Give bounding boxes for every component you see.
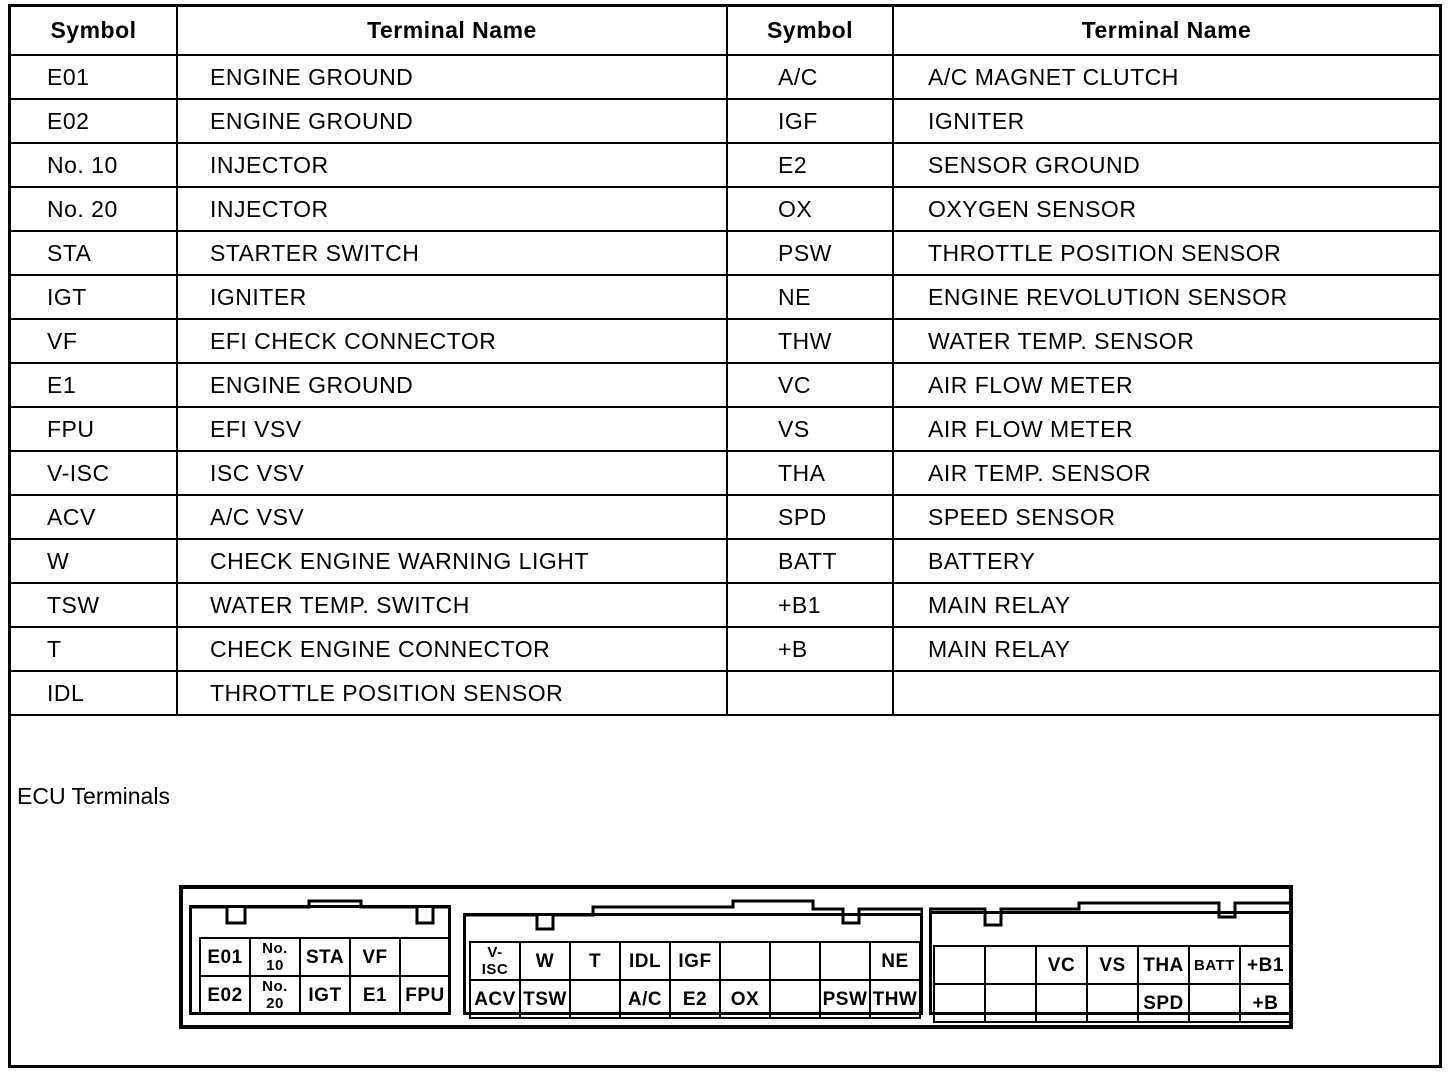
left-symbol-cell: VF: [11, 319, 177, 363]
left-symbol-cell: E01: [11, 55, 177, 99]
connector-pin: ACV: [471, 981, 521, 1019]
left-terminal-name-cell: ENGINE GROUND: [177, 99, 727, 143]
connector-block-1-pins: [199, 937, 451, 1015]
right-symbol-cell: THA: [727, 451, 893, 495]
right-terminal-name-cell: BATTERY: [893, 539, 1439, 583]
connector-pin: VC: [1037, 947, 1088, 985]
right-terminal-name-cell: OXYGEN SENSOR: [893, 187, 1439, 231]
right-terminal-name-cell: MAIN RELAY: [893, 627, 1439, 671]
table-row: [11, 143, 1439, 187]
right-terminal-name-cell: AIR FLOW METER: [893, 407, 1439, 451]
left-terminal-name-cell: ISC VSV: [177, 451, 727, 495]
connector-pin: [401, 939, 451, 977]
left-symbol-cell: No. 20: [11, 187, 177, 231]
left-symbol-cell: IDL: [11, 671, 177, 715]
right-terminal-name-cell: IGNITER: [893, 99, 1439, 143]
connector-pin: [721, 943, 771, 981]
connector-pin: STA: [301, 939, 351, 977]
connector-pin: [935, 947, 986, 985]
connector-pin: THA: [1139, 947, 1190, 985]
connector-pin: [986, 985, 1037, 1023]
connector-pin: IGT: [301, 977, 351, 1015]
right-symbol-cell: PSW: [727, 231, 893, 275]
right-terminal-name-cell: AIR FLOW METER: [893, 363, 1439, 407]
right-terminal-name-cell: A/C MAGNET CLUTCH: [893, 55, 1439, 99]
connector-pin: +B: [1241, 985, 1292, 1023]
connector-pin: IGF: [671, 943, 721, 981]
left-symbol-cell: T: [11, 627, 177, 671]
right-symbol-cell: VS: [727, 407, 893, 451]
terminal-name-header-left: Terminal Name: [177, 7, 727, 55]
right-symbol-cell: [727, 671, 893, 715]
connector-pin: T: [571, 943, 621, 981]
connector-pin: PSW: [821, 981, 871, 1019]
table-row: [11, 451, 1439, 495]
right-symbol-cell: E2: [727, 143, 893, 187]
table-row: [11, 55, 1439, 99]
connector-pin: [1190, 985, 1241, 1023]
right-symbol-cell: A/C: [727, 55, 893, 99]
ecu-terminals-caption: ECU Terminals: [17, 783, 170, 809]
connector-block-3-key-outline: [929, 895, 1293, 929]
connector-pin: E02: [201, 977, 251, 1015]
right-terminal-name-cell: SPEED SENSOR: [893, 495, 1439, 539]
right-symbol-cell: VC: [727, 363, 893, 407]
left-symbol-cell: ACV: [11, 495, 177, 539]
right-terminal-name-cell: AIR TEMP. SENSOR: [893, 451, 1439, 495]
table-row: [11, 319, 1439, 363]
right-symbol-cell: IGF: [727, 99, 893, 143]
left-terminal-name-cell: ENGINE GROUND: [177, 363, 727, 407]
table-row: [11, 187, 1439, 231]
left-terminal-name-cell: THROTTLE POSITION SENSOR: [177, 671, 727, 715]
table-row: [11, 407, 1439, 451]
terminal-table-body: [11, 55, 1439, 715]
table-row: [11, 231, 1439, 275]
connector-pin: W: [521, 943, 571, 981]
connector-pin: [771, 981, 821, 1019]
table-row: [11, 275, 1439, 319]
connector-pin: BATT: [1190, 947, 1241, 985]
connector-pin: SPD: [1139, 985, 1190, 1023]
symbol-header-right: Symbol: [727, 7, 893, 55]
right-terminal-name-cell: MAIN RELAY: [893, 583, 1439, 627]
right-terminal-name-cell: THROTTLE POSITION SENSOR: [893, 231, 1439, 275]
right-symbol-cell: THW: [727, 319, 893, 363]
right-symbol-cell: SPD: [727, 495, 893, 539]
table-row: [11, 539, 1439, 583]
connector-pin: E2: [671, 981, 721, 1019]
connector-block-1-key-outline: [189, 897, 451, 929]
connector-pin: [1088, 985, 1139, 1023]
left-terminal-name-cell: CHECK ENGINE CONNECTOR: [177, 627, 727, 671]
connector-block-3-pins: [933, 945, 1292, 1023]
connector-pin: TSW: [521, 981, 571, 1019]
left-symbol-cell: E02: [11, 99, 177, 143]
right-symbol-cell: +B: [727, 627, 893, 671]
ecu-terminal-document: [8, 4, 1442, 1068]
connector-pin: V- ISC: [471, 943, 521, 981]
connector-pin: [1037, 985, 1088, 1023]
left-symbol-cell: STA: [11, 231, 177, 275]
connector-pin: FPU: [401, 977, 451, 1015]
connector-pin: A/C: [621, 981, 671, 1019]
left-symbol-cell: E1: [11, 363, 177, 407]
left-terminal-name-cell: ENGINE GROUND: [177, 55, 727, 99]
left-terminal-name-cell: A/C VSV: [177, 495, 727, 539]
connector-block-2-key-outline: [463, 899, 923, 933]
connector-pin: OX: [721, 981, 771, 1019]
connector-pin: No. 20: [251, 977, 301, 1015]
left-terminal-name-cell: CHECK ENGINE WARNING LIGHT: [177, 539, 727, 583]
table-row: [11, 495, 1439, 539]
connector-pin: No. 10: [251, 939, 301, 977]
left-terminal-name-cell: EFI CHECK CONNECTOR: [177, 319, 727, 363]
table-row: [11, 363, 1439, 407]
right-terminal-name-cell: WATER TEMP. SENSOR: [893, 319, 1439, 363]
left-terminal-name-cell: INJECTOR: [177, 187, 727, 231]
left-terminal-name-cell: WATER TEMP. SWITCH: [177, 583, 727, 627]
right-symbol-cell: NE: [727, 275, 893, 319]
left-symbol-cell: FPU: [11, 407, 177, 451]
connector-pin: [571, 981, 621, 1019]
right-terminal-name-cell: ENGINE REVOLUTION SENSOR: [893, 275, 1439, 319]
table-header-row: [11, 7, 1439, 55]
connector-pin: [821, 943, 871, 981]
left-terminal-name-cell: INJECTOR: [177, 143, 727, 187]
left-terminal-name-cell: STARTER SWITCH: [177, 231, 727, 275]
left-symbol-cell: V-ISC: [11, 451, 177, 495]
left-terminal-name-cell: EFI VSV: [177, 407, 727, 451]
left-symbol-cell: TSW: [11, 583, 177, 627]
table-row: [11, 583, 1439, 627]
left-symbol-cell: W: [11, 539, 177, 583]
connector-pin: VF: [351, 939, 401, 977]
right-symbol-cell: BATT: [727, 539, 893, 583]
connector-pin: VS: [1088, 947, 1139, 985]
right-terminal-name-cell: SENSOR GROUND: [893, 143, 1439, 187]
table-row: [11, 99, 1439, 143]
symbol-header-left: Symbol: [11, 7, 177, 55]
right-symbol-cell: +B1: [727, 583, 893, 627]
connector-pin: E1: [351, 977, 401, 1015]
terminal-table: [11, 7, 1439, 716]
table-row: [11, 627, 1439, 671]
connector-pin: E01: [201, 939, 251, 977]
table-row: [11, 671, 1439, 715]
connector-block-2-pins: [469, 941, 921, 1019]
left-symbol-cell: No. 10: [11, 143, 177, 187]
left-terminal-name-cell: IGNITER: [177, 275, 727, 319]
connector-pin: [935, 985, 986, 1023]
connector-pin: +B1: [1241, 947, 1292, 985]
connector-pin: THW: [871, 981, 921, 1019]
left-symbol-cell: IGT: [11, 275, 177, 319]
right-terminal-name-cell: [893, 671, 1439, 715]
connector-pin: [771, 943, 821, 981]
connector-pin: IDL: [621, 943, 671, 981]
right-symbol-cell: OX: [727, 187, 893, 231]
terminal-name-header-right: Terminal Name: [893, 7, 1439, 55]
connector-pin: NE: [871, 943, 921, 981]
connector-pin: [986, 947, 1037, 985]
